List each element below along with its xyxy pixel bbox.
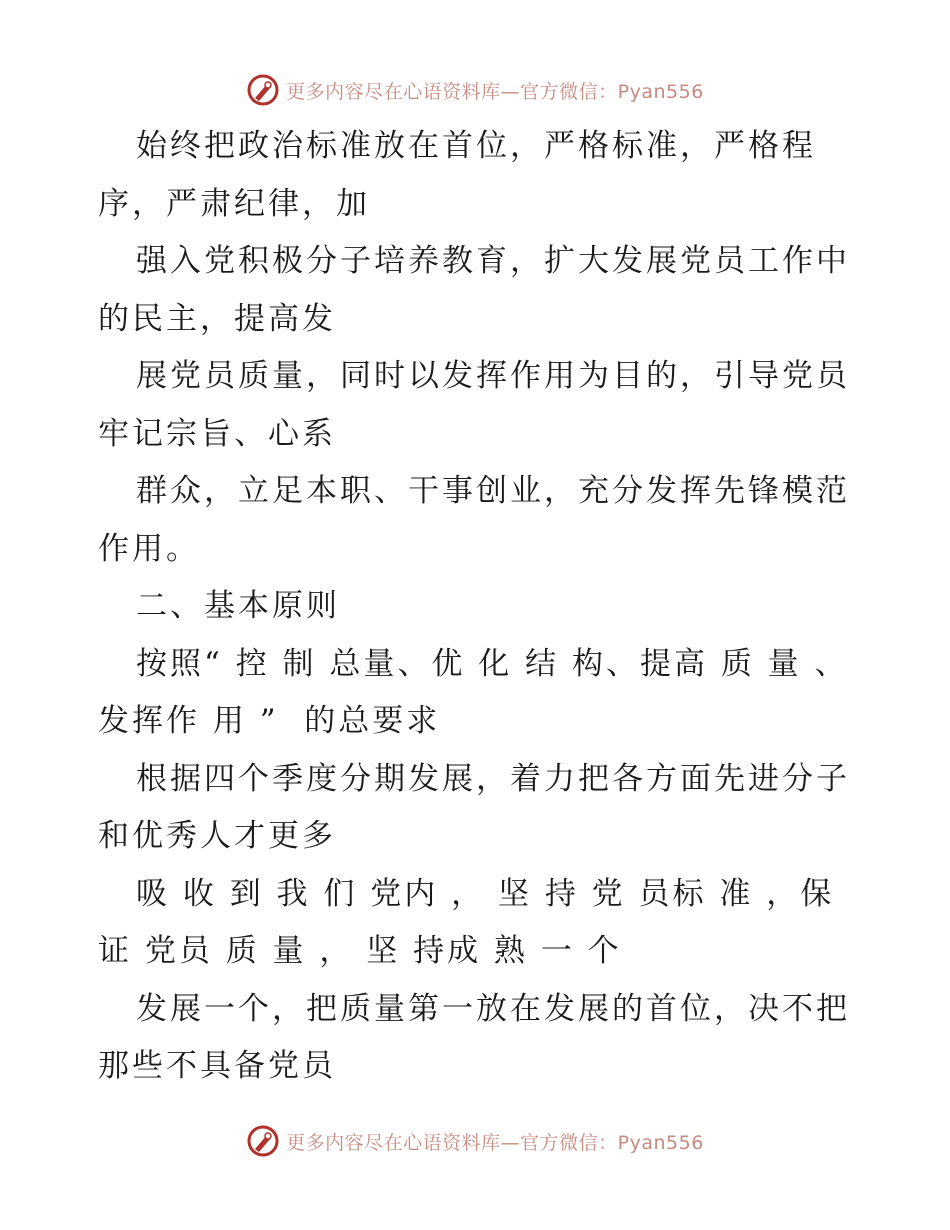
watermark-text: 更多内容尽在心语资料库—官方微信：Pyan556 bbox=[286, 80, 704, 103]
document-body bbox=[98, 118, 858, 1096]
header-watermark bbox=[0, 70, 950, 110]
paragraph: 根据四个季度分期发展，着力把各方面先进分子和优秀人才更多 bbox=[98, 760, 850, 854]
paragraph: 发展一个，把质量第一放在发展的首位，决不把那些不具备党员 bbox=[98, 990, 850, 1084]
paragraph: 吸 收 到 我 们 党内 ， 坚 持 党 员标 准 ，保 证 党员 质 量 ， 坚 持成 熟 一 个 bbox=[98, 875, 848, 969]
footer-watermark bbox=[0, 1121, 950, 1161]
section-heading: 二、基本原则 bbox=[136, 588, 340, 624]
paragraph: 群众，立足本职、干事创业，充分发挥先锋模范作用。 bbox=[98, 473, 850, 567]
paragraph: 展党员质量，同时以发挥作用为目的，引导党员牢记宗旨、心系 bbox=[98, 358, 850, 452]
watermark-text: 更多内容尽在心语资料库—官方微信：Pyan556 bbox=[286, 1131, 704, 1154]
paragraph: 强入党积极分子培养教育，扩大发展党员工作中的民主，提高发 bbox=[98, 243, 850, 337]
paragraph: 始终把政治标准放在首位，严格标准，严格程序，严肃纪律，加 bbox=[98, 128, 816, 222]
pen-logo-icon bbox=[246, 1124, 280, 1158]
pen-logo-icon bbox=[246, 73, 280, 107]
paragraph: 按照“ 控 制 总量、优 化 结 构、提高 质 量 、发挥作 用 ” 的总要求 bbox=[98, 645, 849, 739]
